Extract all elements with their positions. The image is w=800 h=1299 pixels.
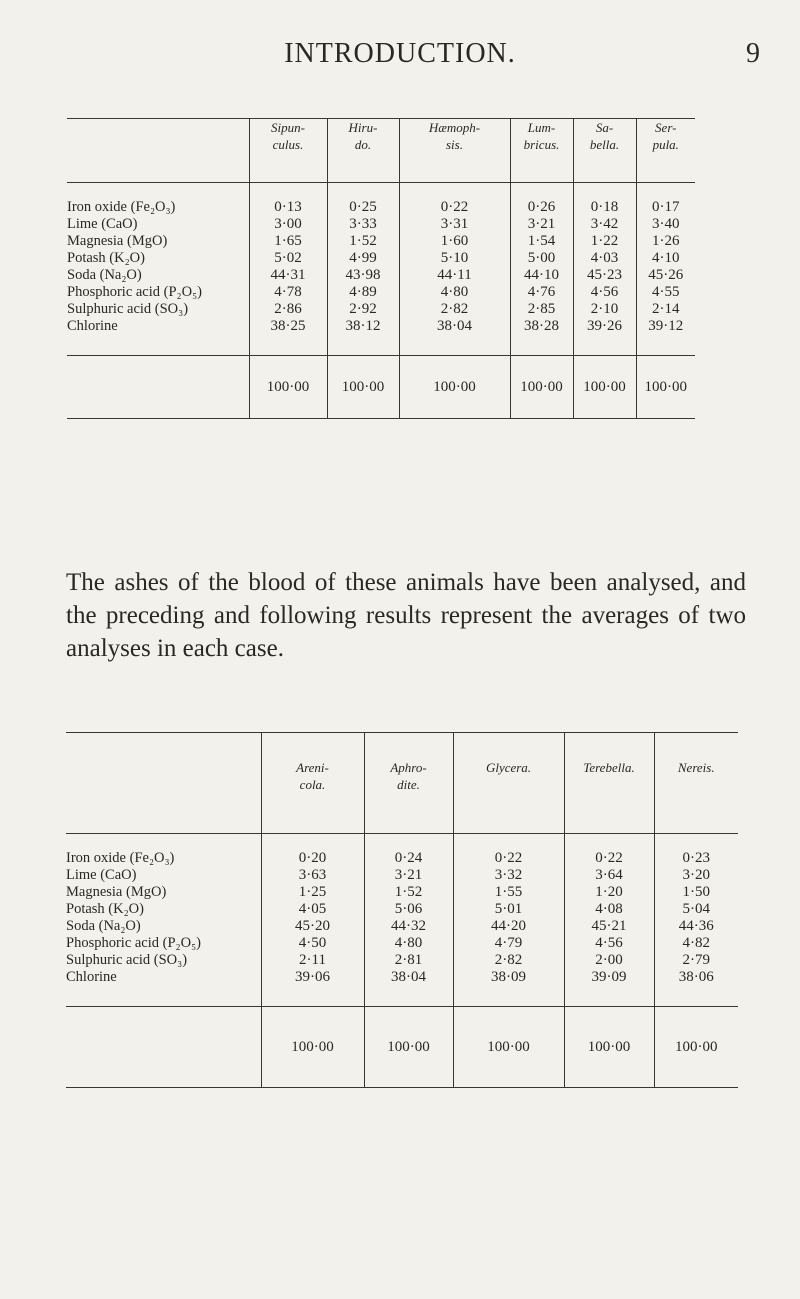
value-cell: 38·09 bbox=[453, 969, 564, 1007]
row-label: Magnesia (MgO) bbox=[67, 233, 168, 249]
value-cell: 38·04 bbox=[399, 318, 510, 356]
value-cell: 4·05 bbox=[261, 901, 364, 918]
column-header bbox=[510, 119, 573, 183]
row-label: Chlorine bbox=[67, 318, 118, 334]
row-label: Lime (CaO) bbox=[66, 867, 137, 883]
row-label: Soda (Na₂O) bbox=[66, 918, 141, 934]
page-number: 9 bbox=[746, 38, 760, 69]
value-cell: 4·56 bbox=[573, 284, 636, 301]
column-header-line: Sa- bbox=[595, 120, 614, 135]
total-cell: 100·00 bbox=[510, 356, 573, 419]
blood-ash-table-1 bbox=[67, 118, 695, 419]
value-cell: 4·89 bbox=[327, 284, 399, 301]
value-cell: 3·20 bbox=[654, 867, 738, 884]
value-cell: 5·06 bbox=[364, 901, 453, 918]
column-header-line: Glycera. bbox=[485, 760, 532, 775]
value-cell: 44·32 bbox=[364, 918, 453, 935]
column-header-line: pula. bbox=[652, 137, 679, 152]
value-cell: 45·23 bbox=[573, 267, 636, 284]
total-cell: 100·00 bbox=[364, 1007, 453, 1088]
column-header-line: Hiru- bbox=[348, 120, 378, 135]
table-row bbox=[66, 867, 738, 884]
value-cell: 1·65 bbox=[249, 233, 327, 250]
column-header-line: cola. bbox=[299, 777, 326, 792]
value-cell: 44·31 bbox=[249, 267, 327, 284]
row-label: Soda (Na₂O) bbox=[67, 267, 142, 283]
column-header bbox=[327, 119, 399, 183]
row-label: Potash (K₂O) bbox=[66, 901, 144, 917]
value-cell: 5·10 bbox=[399, 250, 510, 267]
table-row bbox=[67, 284, 695, 301]
value-cell: 39·12 bbox=[636, 318, 695, 356]
column-header-line: bricus. bbox=[523, 137, 560, 152]
table-header-row bbox=[66, 733, 738, 834]
value-cell: 3·42 bbox=[573, 216, 636, 233]
value-cell: 2·79 bbox=[654, 952, 738, 969]
value-cell: 0·22 bbox=[453, 834, 564, 868]
header-corner-cell bbox=[67, 119, 249, 183]
row-label: Iron oxide (Fe₂O₃) bbox=[66, 850, 175, 866]
table-row bbox=[67, 318, 695, 356]
total-label-cell bbox=[66, 1007, 261, 1088]
value-cell: 0·13 bbox=[249, 183, 327, 217]
value-cell: 38·28 bbox=[510, 318, 573, 356]
value-cell: 3·40 bbox=[636, 216, 695, 233]
value-cell: 4·56 bbox=[564, 935, 654, 952]
row-label: Phosphoric acid (P₂O₅) bbox=[66, 935, 201, 951]
total-cell: 100·00 bbox=[564, 1007, 654, 1088]
value-cell: 1·52 bbox=[327, 233, 399, 250]
value-cell: 2·85 bbox=[510, 301, 573, 318]
value-cell: 3·63 bbox=[261, 867, 364, 884]
row-label: Magnesia (MgO) bbox=[66, 884, 167, 900]
value-cell: 44·11 bbox=[399, 267, 510, 284]
column-header-line: Lum- bbox=[527, 120, 556, 135]
value-cell: 2·14 bbox=[636, 301, 695, 318]
value-cell: 2·11 bbox=[261, 952, 364, 969]
table-row bbox=[66, 952, 738, 969]
row-label: Sulphuric acid (SO₃) bbox=[67, 301, 189, 317]
value-cell: 0·18 bbox=[573, 183, 636, 217]
row-label: Potash (K₂O) bbox=[67, 250, 145, 266]
value-cell: 4·50 bbox=[261, 935, 364, 952]
value-cell: 4·10 bbox=[636, 250, 695, 267]
total-row bbox=[66, 1007, 738, 1088]
table-row bbox=[67, 216, 695, 233]
page-header bbox=[0, 38, 800, 78]
column-header bbox=[364, 733, 453, 834]
column-header-line: dite. bbox=[397, 777, 420, 792]
value-cell: 0·22 bbox=[564, 834, 654, 868]
total-cell: 100·00 bbox=[573, 356, 636, 419]
value-cell: 4·76 bbox=[510, 284, 573, 301]
value-cell: 3·21 bbox=[510, 216, 573, 233]
value-cell: 1·54 bbox=[510, 233, 573, 250]
total-cell: 100·00 bbox=[453, 1007, 564, 1088]
value-cell: 5·00 bbox=[510, 250, 573, 267]
value-cell: 44·10 bbox=[510, 267, 573, 284]
column-header bbox=[654, 733, 738, 834]
value-cell: 3·33 bbox=[327, 216, 399, 233]
value-cell: 2·81 bbox=[364, 952, 453, 969]
value-cell: 0·25 bbox=[327, 183, 399, 217]
column-header bbox=[399, 119, 510, 183]
running-title: INTRODUCTION. bbox=[284, 38, 516, 69]
value-cell: 5·01 bbox=[453, 901, 564, 918]
value-cell: 39·06 bbox=[261, 969, 364, 1007]
value-cell: 43·98 bbox=[327, 267, 399, 284]
header-corner-cell bbox=[66, 733, 261, 834]
value-cell: 1·50 bbox=[654, 884, 738, 901]
column-header bbox=[636, 119, 695, 183]
column-header-line: Areni- bbox=[296, 760, 329, 775]
total-cell: 100·00 bbox=[261, 1007, 364, 1088]
value-cell: 0·23 bbox=[654, 834, 738, 868]
column-header-line: Sipun- bbox=[271, 120, 305, 135]
total-cell: 100·00 bbox=[399, 356, 510, 419]
value-cell: 4·80 bbox=[399, 284, 510, 301]
column-header bbox=[564, 733, 654, 834]
value-cell: 5·04 bbox=[654, 901, 738, 918]
column-header-line: sis. bbox=[446, 137, 463, 152]
value-cell: 1·22 bbox=[573, 233, 636, 250]
value-cell: 3·00 bbox=[249, 216, 327, 233]
value-cell: 1·20 bbox=[564, 884, 654, 901]
value-cell: 1·60 bbox=[399, 233, 510, 250]
total-cell: 100·00 bbox=[636, 356, 695, 419]
table-header-row bbox=[67, 119, 695, 183]
column-header bbox=[261, 733, 364, 834]
value-cell: 38·04 bbox=[364, 969, 453, 1007]
table-row bbox=[66, 884, 738, 901]
value-cell: 4·80 bbox=[364, 935, 453, 952]
column-header-line: culus. bbox=[272, 137, 304, 152]
value-cell: 2·92 bbox=[327, 301, 399, 318]
value-cell: 0·17 bbox=[636, 183, 695, 217]
value-cell: 4·08 bbox=[564, 901, 654, 918]
table-row bbox=[66, 918, 738, 935]
row-label: Lime (CaO) bbox=[67, 216, 138, 232]
value-cell: 2·86 bbox=[249, 301, 327, 318]
row-label: Chlorine bbox=[66, 969, 117, 985]
total-label-cell bbox=[67, 356, 249, 419]
value-cell: 38·25 bbox=[249, 318, 327, 356]
value-cell: 0·22 bbox=[399, 183, 510, 217]
value-cell: 3·32 bbox=[453, 867, 564, 884]
column-header-line: do. bbox=[354, 137, 372, 152]
column-header-line: Ser- bbox=[655, 120, 677, 135]
value-cell: 1·52 bbox=[364, 884, 453, 901]
value-cell: 4·03 bbox=[573, 250, 636, 267]
table-row bbox=[67, 233, 695, 250]
value-cell: 2·82 bbox=[453, 952, 564, 969]
value-cell: 0·26 bbox=[510, 183, 573, 217]
total-cell: 100·00 bbox=[249, 356, 327, 419]
value-cell: 4·55 bbox=[636, 284, 695, 301]
column-header bbox=[249, 119, 327, 183]
total-cell: 100·00 bbox=[654, 1007, 738, 1088]
row-label: Phosphoric acid (P₂O₅) bbox=[67, 284, 202, 300]
value-cell: 38·12 bbox=[327, 318, 399, 356]
table-row bbox=[66, 834, 738, 868]
value-cell: 1·26 bbox=[636, 233, 695, 250]
value-cell: 45·20 bbox=[261, 918, 364, 935]
table-row bbox=[67, 301, 695, 318]
value-cell: 2·10 bbox=[573, 301, 636, 318]
column-header-line: bella. bbox=[589, 137, 620, 152]
column-header-line: Nereis. bbox=[677, 760, 715, 775]
value-cell: 3·64 bbox=[564, 867, 654, 884]
value-cell: 45·21 bbox=[564, 918, 654, 935]
value-cell: 2·00 bbox=[564, 952, 654, 969]
table-row bbox=[67, 267, 695, 284]
value-cell: 4·78 bbox=[249, 284, 327, 301]
row-label: Sulphuric acid (SO₃) bbox=[66, 952, 188, 968]
value-cell: 44·36 bbox=[654, 918, 738, 935]
total-row bbox=[67, 356, 695, 419]
value-cell: 0·24 bbox=[364, 834, 453, 868]
body-paragraph: The ashes of the blood of these animals have been analysed, and the preceding and following results represent the averages of two analyses in each case. bbox=[66, 569, 746, 662]
value-cell: 4·99 bbox=[327, 250, 399, 267]
table-row bbox=[66, 901, 738, 918]
table-row bbox=[66, 935, 738, 952]
value-cell: 45·26 bbox=[636, 267, 695, 284]
value-cell: 0·20 bbox=[261, 834, 364, 868]
column-header bbox=[453, 733, 564, 834]
column-header-line: Terebella. bbox=[583, 760, 635, 775]
blood-ash-table-2 bbox=[66, 732, 738, 1088]
value-cell: 3·21 bbox=[364, 867, 453, 884]
row-label: Iron oxide (Fe₂O₃) bbox=[67, 199, 176, 215]
value-cell: 44·20 bbox=[453, 918, 564, 935]
table-row bbox=[67, 250, 695, 267]
value-cell: 1·55 bbox=[453, 884, 564, 901]
column-header bbox=[573, 119, 636, 183]
value-cell: 2·82 bbox=[399, 301, 510, 318]
value-cell: 4·82 bbox=[654, 935, 738, 952]
column-header-line: Hæmoph- bbox=[428, 120, 481, 135]
table-row bbox=[67, 183, 695, 217]
value-cell: 5·02 bbox=[249, 250, 327, 267]
value-cell: 1·25 bbox=[261, 884, 364, 901]
value-cell: 39·26 bbox=[573, 318, 636, 356]
value-cell: 38·06 bbox=[654, 969, 738, 1007]
value-cell: 39·09 bbox=[564, 969, 654, 1007]
table-row bbox=[66, 969, 738, 1007]
value-cell: 4·79 bbox=[453, 935, 564, 952]
column-header-line: Aphro- bbox=[390, 760, 427, 775]
total-cell: 100·00 bbox=[327, 356, 399, 419]
value-cell: 3·31 bbox=[399, 216, 510, 233]
